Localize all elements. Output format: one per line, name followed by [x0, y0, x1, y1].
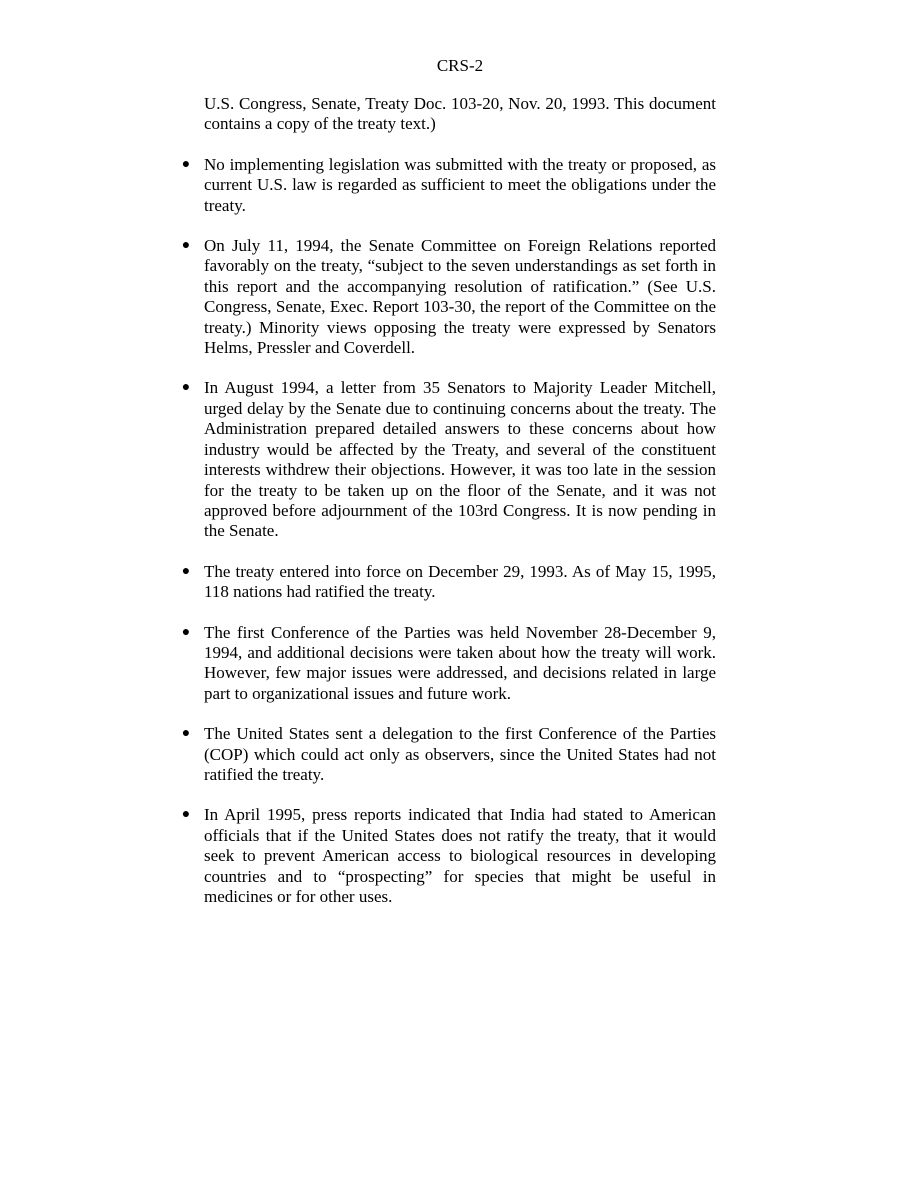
bullet-icon: ● — [181, 380, 191, 396]
bullet-item — [180, 378, 716, 541]
bullet-item — [180, 724, 716, 785]
bullet-icon: ● — [181, 238, 191, 254]
bullet-text: No implementing legislation was submitted with the treaty or proposed, as current U.S. law is regarded as sufficient to meet the obligations under the treaty. — [204, 154, 716, 215]
bullet-item — [180, 155, 716, 216]
bullet-text: The treaty entered into force on December 29, 1993. As of May 15, 1995, 118 nations had ratified the treaty. — [204, 561, 716, 602]
document-body — [180, 94, 716, 927]
bullet-icon: ● — [181, 563, 191, 579]
bullet-item — [180, 562, 716, 603]
continuation-paragraph: U.S. Congress, Senate, Treaty Doc. 103-20, Nov. 20, 1993. This document contains a copy of the treaty text.) — [204, 94, 716, 134]
bullet-text: The United States sent a delegation to the first Conference of the Parties (COP) which could act only as observers, since the United States had not ratified the treaty. — [204, 724, 716, 784]
bullet-text: The first Conference of the Parties was held November 28-December 9, 1994, and additional decisions were taken about how the treaty will work. However, few major issues were addressed, and decisions related in large part to organizational issues and future work. — [204, 622, 716, 703]
page-number-header: CRS-2 — [436, 56, 484, 75]
bullet-item — [180, 236, 716, 358]
bullet-text: In April 1995, press reports indicated that India had stated to American officials that if the United States does not ratify the treaty, that it would seek to prevent American access to biological resources in developing countries and to “prospecting” for species that might be useful in medicines or for other uses. — [204, 805, 716, 906]
bullet-item — [180, 805, 716, 907]
bullet-text: In August 1994, a letter from 35 Senators to Majority Leader Mitchell, urged delay by the Senate due to continuing concerns about the treaty. The Administration prepared detailed answers to these concerns about how industry would be affected by the Treaty, and several of the constituent interests withdrew their objections. However, it was too late in the session for the treaty to be taken up on the floor of the Senate, and it was not approved before adjournment of the 103rd Congress. It is now pending in the Senate. — [204, 378, 716, 541]
bullet-item — [180, 623, 716, 705]
bullet-icon: ● — [181, 624, 191, 640]
bullet-icon: ● — [181, 807, 191, 823]
bullet-text: On July 11, 1994, the Senate Committee on Foreign Relations reported favorably on the treaty, “subject to the seven understandings as set forth in this report and the accompanying resolution of ratification.” (See U.S. Congress, Senate, Exec. Report 103-30, the report of the Committee on the treaty.) Minority views opposing the treaty were expressed by Senators Helms, Pressler and Coverdell. — [204, 236, 716, 358]
bullet-icon: ● — [181, 726, 191, 742]
bullet-icon: ● — [181, 156, 191, 172]
